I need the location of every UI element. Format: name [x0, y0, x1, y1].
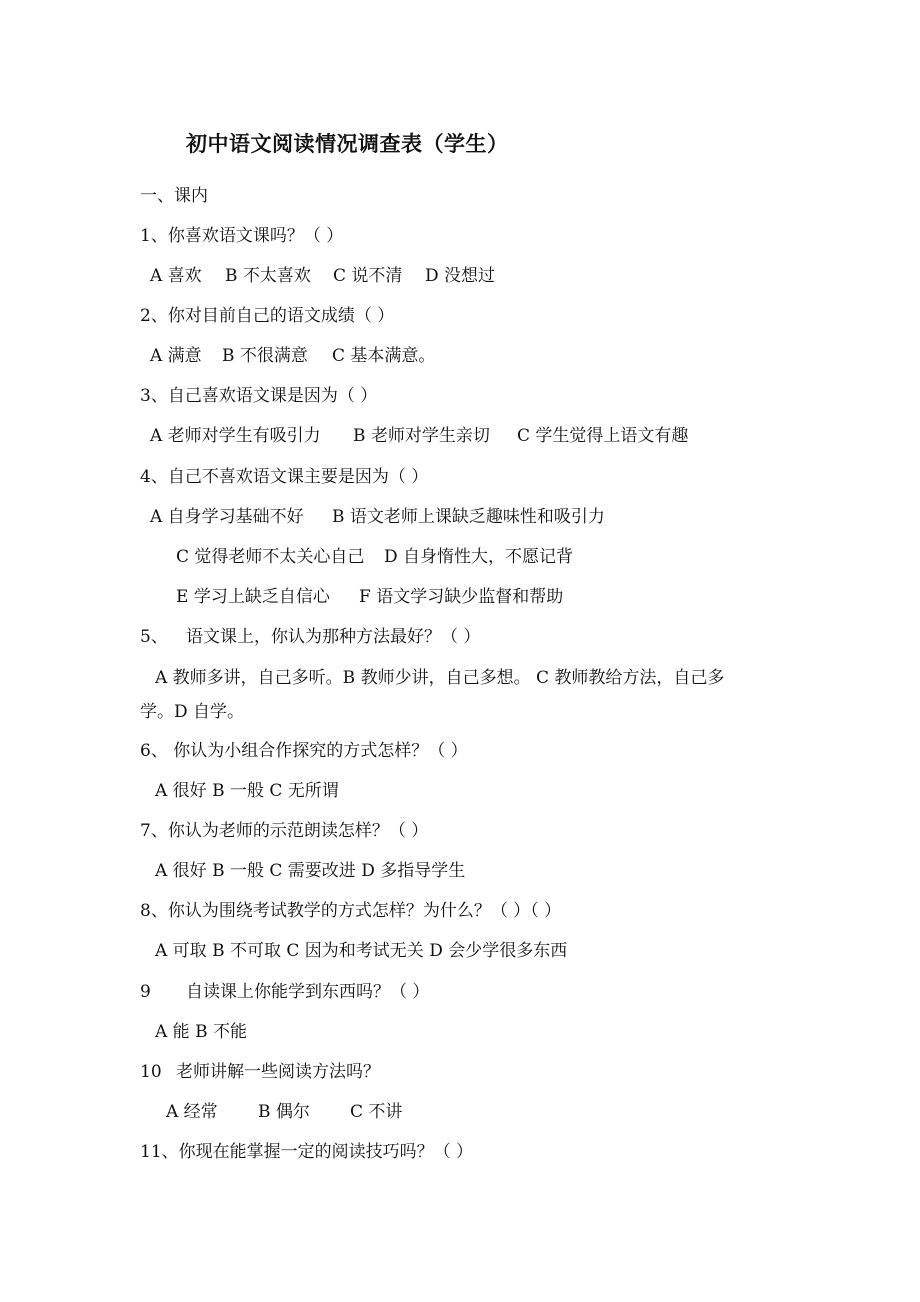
option-c: C 说不清 [333, 266, 403, 286]
question-5-options-line1: A 教师多讲，自己多听。B 教师少讲，自己多想。 C 教师教给方法，自己多 [155, 668, 725, 688]
option-f: F 语文学习缺少监督和帮助 [359, 587, 564, 607]
question-4-options-row1 [150, 506, 605, 528]
option-d: D 没想过 [425, 266, 496, 286]
option-c: C 学生觉得上语文有趣 [517, 426, 689, 446]
option-a: A 经常 [166, 1102, 218, 1122]
option-b: B 不太喜欢 [225, 266, 311, 286]
question-6-options: A 很好 B 一般 C 无所谓 [155, 781, 339, 801]
question-5-options-line2: 学。D 自学。 [140, 702, 245, 722]
question-10-number: 10 [140, 1062, 162, 1082]
question-11: 11、你现在能掌握一定的阅读技巧吗？（ ） [140, 1142, 474, 1162]
question-6: 6、 你认为小组合作探究的方式怎样？（ ） [140, 741, 468, 761]
option-a: A 满意 [150, 346, 202, 366]
question-8: 8、你认为围绕考试教学的方式怎样？为什么？（ ）（ ） [140, 901, 562, 921]
question-3-options [150, 425, 688, 447]
option-d: D 自身惰性大，不愿记背 [384, 547, 574, 567]
option-a: A 老师对学生有吸引力 [150, 426, 321, 446]
option-b: B 不很满意 [222, 346, 308, 366]
question-4-options-row2 [176, 546, 573, 568]
question-7: 7、你认为老师的示范朗读怎样？（ ） [140, 821, 429, 841]
question-10: 老师讲解一些阅读方法吗？ [176, 1062, 380, 1082]
question-5-number: 5、 [140, 627, 168, 647]
question-5: 语文课上，你认为那种方法最好？（ ） [186, 627, 481, 647]
question-10-options [166, 1101, 402, 1123]
option-b: B 偶尔 [258, 1102, 310, 1122]
option-c: C 觉得老师不太关心自己 [176, 547, 365, 567]
question-8-options: A 可取 B 不可取 C 因为和考试无关 D 会少学很多东西 [155, 941, 568, 961]
option-a: A 喜欢 [150, 266, 202, 286]
option-b: B 语文老师上课缺乏趣味性和吸引力 [332, 507, 605, 527]
question-1: 1、你喜欢语文课吗？（ ） [140, 226, 344, 246]
question-4-options-row3 [176, 586, 563, 608]
question-2: 2、你对目前自己的语文成绩（ ） [140, 306, 395, 326]
question-2-options [150, 345, 435, 367]
option-c: C 基本满意。 [332, 346, 436, 366]
option-c: C 不讲 [350, 1102, 403, 1122]
option-e: E 学习上缺乏自信心 [176, 587, 330, 607]
question-9: 自读课上你能学到东西吗？（ ） [186, 982, 430, 1002]
question-4: 4、自己不喜欢语文课主要是因为（ ） [140, 467, 429, 487]
page-title: 初中语文阅读情况调查表（学生） [186, 131, 509, 156]
question-1-options [150, 265, 495, 287]
question-9-number: 9 [140, 982, 151, 1002]
question-9-options: A 能 B 不能 [155, 1022, 247, 1042]
section-heading: 一、课内 [140, 186, 208, 206]
question-7-options: A 很好 B 一般 C 需要改进 D 多指导学生 [155, 861, 466, 881]
option-b: B 老师对学生亲切 [353, 426, 490, 446]
option-a: A 自身学习基础不好 [150, 507, 304, 527]
question-3: 3、自己喜欢语文课是因为（ ） [140, 386, 378, 406]
